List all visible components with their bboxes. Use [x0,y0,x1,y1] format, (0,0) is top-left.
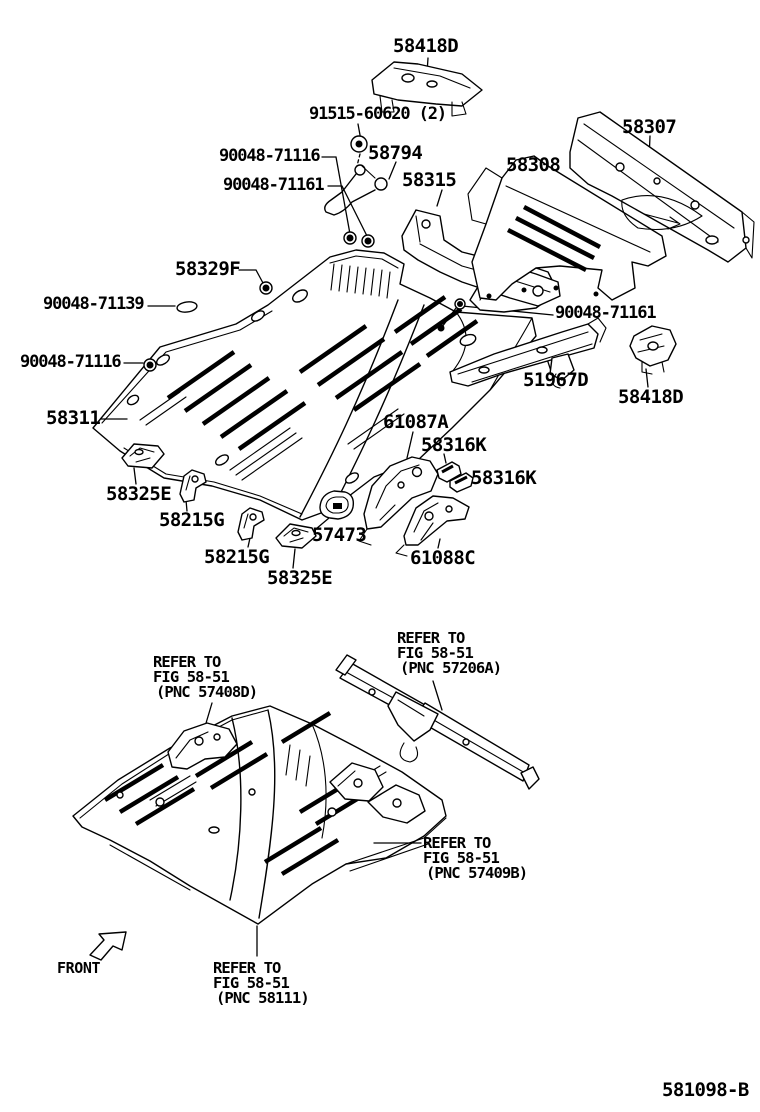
refer-note-line: (PNC 57409B) [426,864,528,882]
front-indicator-label: FRONT [57,959,101,977]
refer-note-line: (PNC 57206A) [400,659,502,677]
part-label-90048-71161: 90048-71161 [223,175,324,195]
refer-note-line: REFER TO [423,834,491,852]
part-label-58215g-2: 58215G [204,546,270,568]
part-label-58311: 58311 [46,407,101,429]
part-label-58418d: 58418D [393,35,459,57]
refer-note-line: FIG 58-51 [153,668,229,686]
part-label-58325e-1: 58325E [106,483,172,505]
part-bolt-91515 [351,136,367,152]
part-bracket-58325e-2 [276,524,316,548]
part-label-90048-71116-2: 90048-71116 [20,352,121,372]
part-label-90048-71116: 90048-71116 [219,146,320,166]
part-bracket-58418d-2 [630,326,676,374]
part-brace-57408d [168,723,237,769]
part-label-58329f: 58329F [175,258,241,280]
part-label-58794: 58794 [368,142,423,164]
part-bracket-58215g-1 [180,470,206,502]
part-label-58325e-2: 58325E [267,567,333,589]
part-label-58316k-2: 58316K [471,467,537,489]
refer-note-line: FIG 58-51 [397,644,473,662]
refer-note-line: REFER TO [213,959,281,977]
part-label-90048-71139: 90048-71139 [43,294,144,314]
part-label-58308: 58308 [506,154,561,176]
refer-note-57206a [397,631,501,676]
refer-note-line: FIG 58-51 [423,849,499,867]
part-label-58215g-1: 58215G [159,509,225,531]
front-arrow-icon [90,932,126,960]
part-bracket-58215g-2 [238,508,264,540]
part-label-58307: 58307 [622,116,677,138]
part-label-61088c: 61088C [410,547,476,569]
refer-note-line: REFER TO [397,629,465,647]
part-pad-57473 [320,491,353,519]
part-label-90048-71161-2: 90048-71161 [555,303,656,323]
refer-note-58111 [213,961,309,1006]
refer-note-line: (PNC 58111) [216,989,309,1007]
part-label-51967d: 51967D [523,369,589,391]
refer-note-57408d [153,655,257,700]
drawing-code: 581098-B [662,1079,749,1101]
part-bracket-58325e-1 [122,444,164,468]
grommet-90048-71139 [176,301,197,314]
refer-note-line: FIG 58-51 [213,974,289,992]
refer-note-line: REFER TO [153,653,221,671]
part-label-58315: 58315 [402,169,457,191]
refer-note-line: (PNC 57408D) [156,683,258,701]
part-label-61087a: 61087A [383,411,449,433]
part-clamp-58794 [325,165,387,215]
part-label-58418d-2: 58418D [618,386,684,408]
part-label-58316k-1: 58316K [421,434,487,456]
refer-note-57409b [423,836,527,881]
part-label-57473: 57473 [312,524,367,546]
part-floor-pan-assembled [73,706,446,924]
part-label-91515-60620: 91515-60620 (2) [309,104,447,124]
